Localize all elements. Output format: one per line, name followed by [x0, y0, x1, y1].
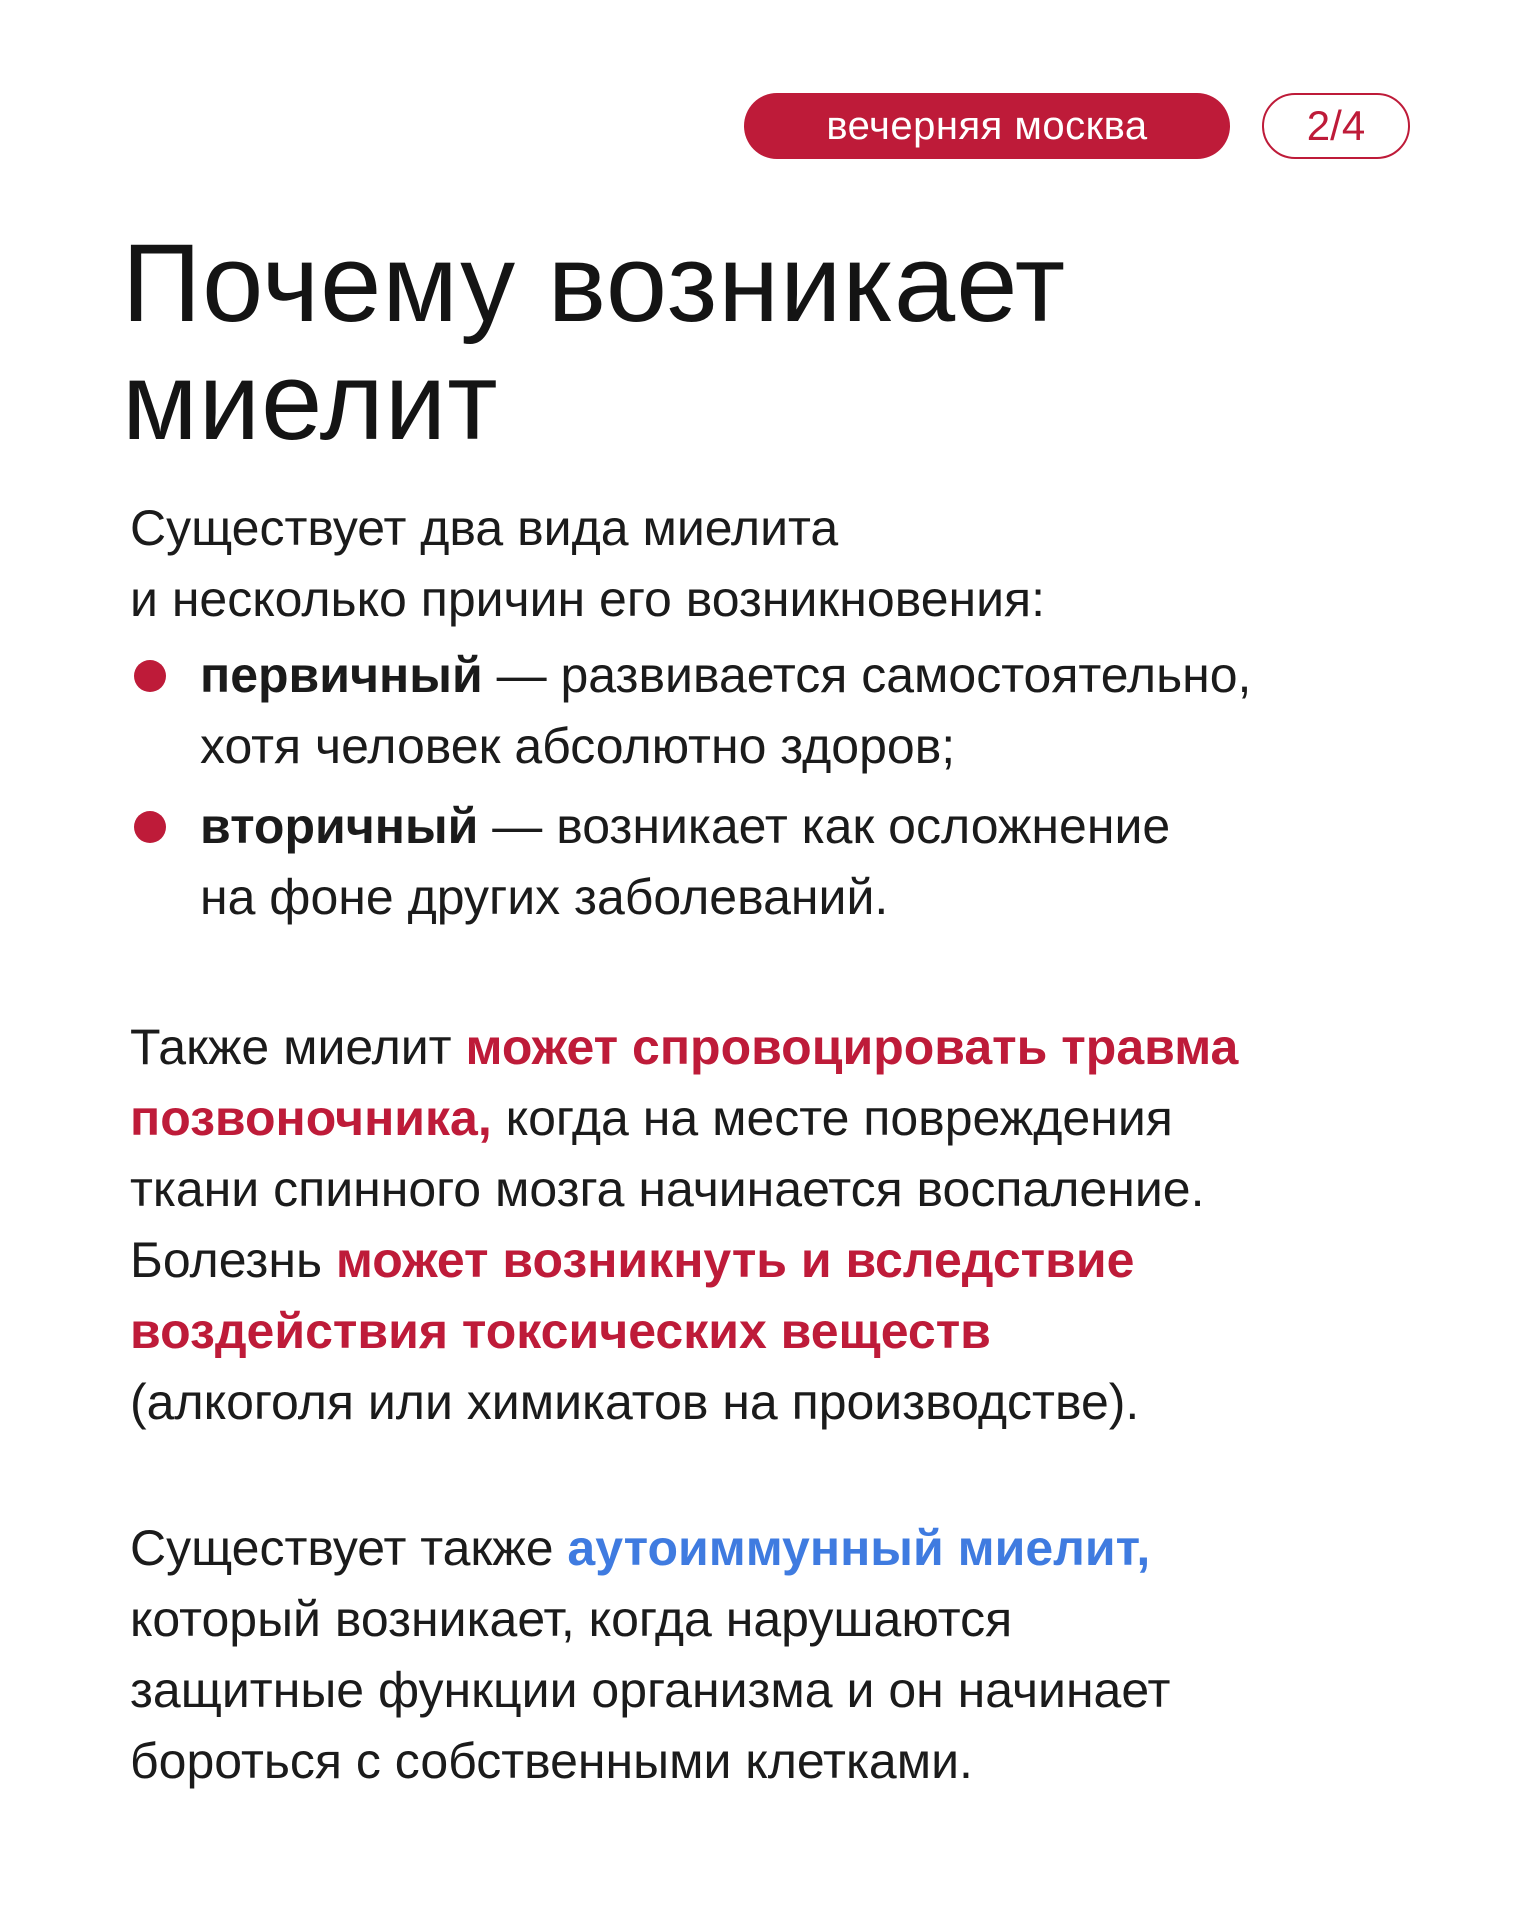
list-item-text: — развивается самостоятельно, [482, 647, 1252, 703]
page-title [122, 222, 1412, 463]
list-item-line-1 [200, 791, 1420, 862]
text-span: Существует также [130, 1520, 568, 1576]
paragraph-line [130, 1083, 1420, 1154]
bullet-dot-icon [134, 811, 166, 843]
list-item-line-2: хотя человек абсолютно здоров; [200, 718, 956, 774]
paragraph-line [130, 1296, 1420, 1367]
intro-paragraph [130, 493, 1420, 635]
paragraph-line [130, 1513, 1420, 1584]
brand-badge: вечерняя москва [744, 93, 1230, 159]
page-counter: 2/4 [1262, 93, 1410, 159]
text-span: Болезнь [130, 1232, 336, 1288]
text-span: Также миелит [130, 1019, 466, 1075]
term-primary: первичный [200, 647, 483, 703]
list-item-line-1 [200, 640, 1420, 711]
myelitis-types-list [130, 640, 1420, 933]
paragraph-line: бороться с собственными клетками. [130, 1733, 973, 1789]
paragraph-line [130, 1225, 1420, 1296]
title-line-1: Почему возникает [122, 222, 1067, 345]
paragraph-causes [130, 1012, 1420, 1438]
intro-line-1: Существует два вида миелита [130, 500, 839, 556]
paragraph-autoimmune [130, 1513, 1420, 1797]
intro-line-2: и несколько причин его возникновения: [130, 571, 1046, 627]
bullet-dot-icon [134, 660, 166, 692]
text-span: когда на месте повреждения [491, 1090, 1173, 1146]
highlight-blue: аутоиммунный миелит, [567, 1520, 1151, 1576]
highlight-red: может спровоцировать травма [465, 1019, 1239, 1075]
paragraph-line: который возникает, когда нарушаются [130, 1591, 1013, 1647]
paragraph-line: ткани спинного мозга начинается воспаление. [130, 1161, 1205, 1217]
title-line-2: миелит [122, 340, 499, 463]
highlight-red: воздействия токсических веществ [130, 1303, 991, 1359]
highlight-red: позвоночника, [130, 1090, 492, 1146]
paragraph-line [130, 1012, 1420, 1083]
list-item-text: — возникает как осложнение [478, 798, 1171, 854]
highlight-red: может возникнуть и вследствие [335, 1232, 1135, 1288]
paragraph-line: защитные функции организма и он начинает [130, 1662, 1171, 1718]
list-item-line-2: на фоне других заболеваний. [200, 869, 889, 925]
term-secondary: вторичный [200, 798, 479, 854]
article-body [130, 493, 1420, 1797]
paragraph-line: (алкоголя или химикатов на производстве). [130, 1374, 1140, 1430]
list-item-secondary [130, 791, 1420, 933]
list-item-primary [130, 640, 1420, 782]
